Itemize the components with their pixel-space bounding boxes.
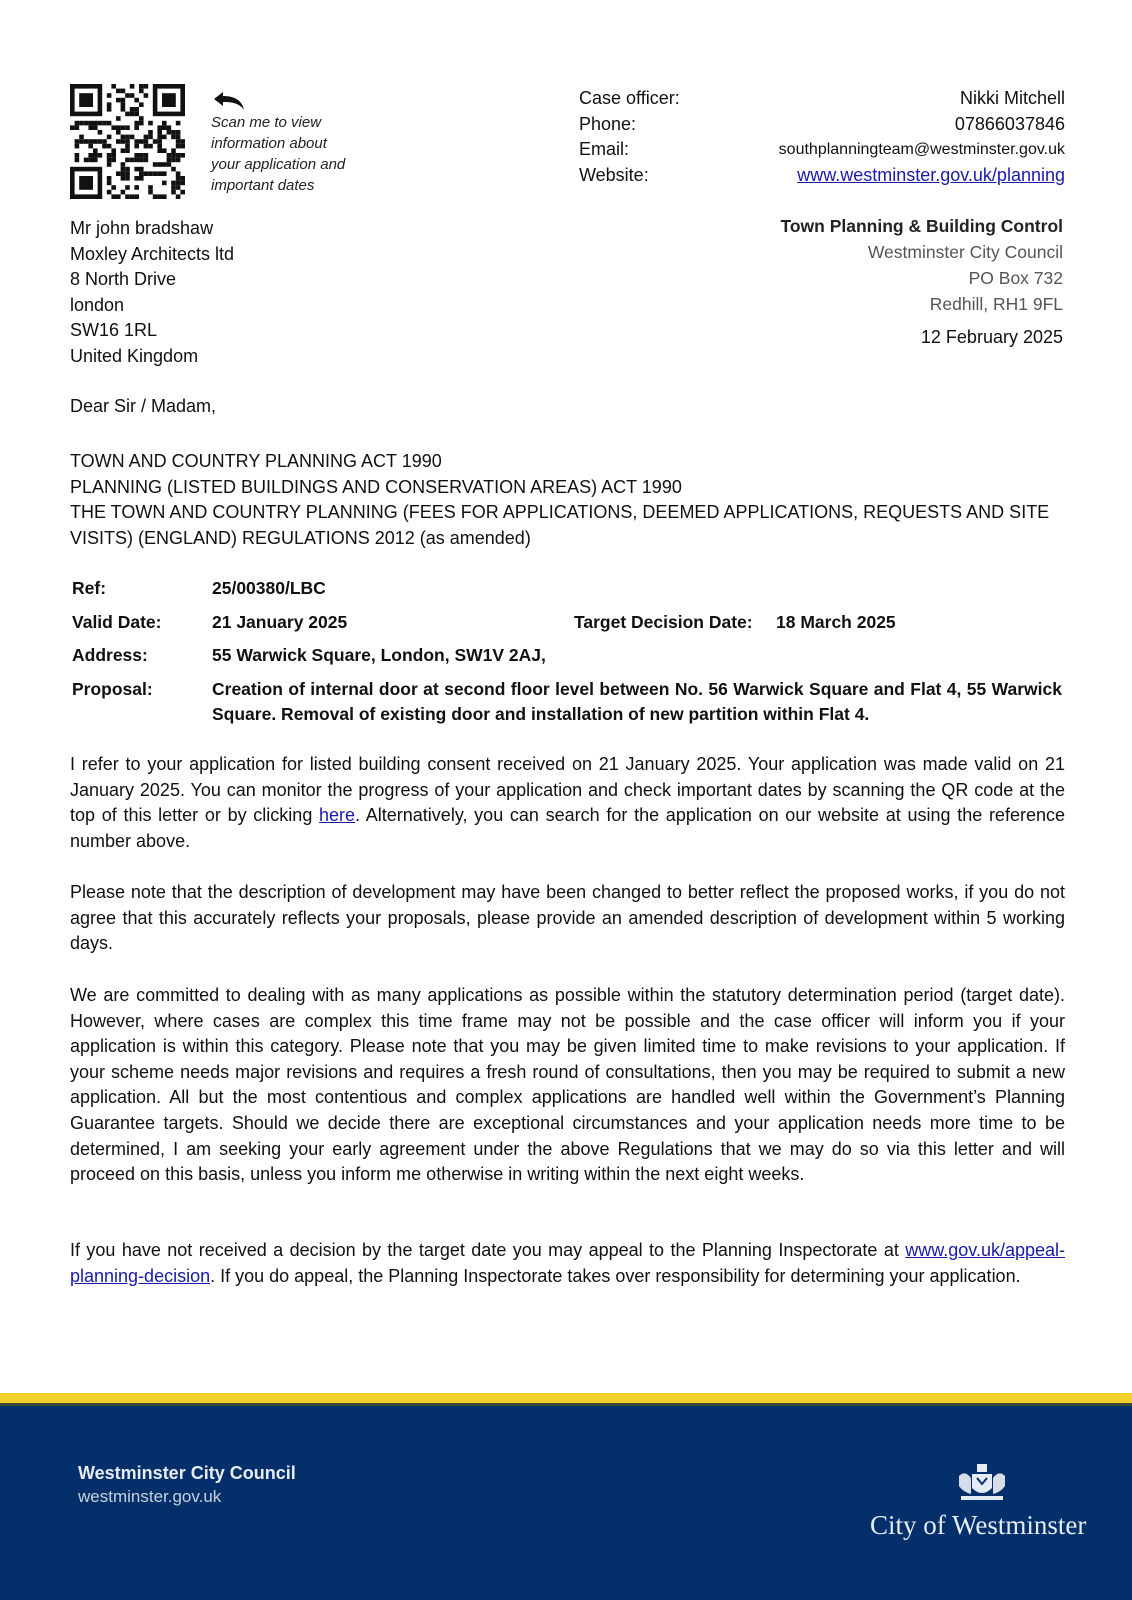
footer-council-url: westminster.gov.uk: [78, 1487, 222, 1506]
ref-label: Ref:: [72, 578, 107, 598]
recipient-country: United Kingdom: [70, 345, 199, 366]
address-label: Address:: [72, 645, 148, 665]
case-officer-value: Nikki Mitchell: [959, 88, 1065, 109]
here-link[interactable]: here: [319, 805, 356, 826]
footer-logo-text: City of Westminster: [870, 1510, 1087, 1540]
recipient-city: london: [70, 294, 125, 315]
qr-caption: [211, 112, 345, 196]
paragraph-appeal: [70, 1238, 1065, 1289]
paragraph-commitment: We are committed to dealing with as many applications as possible within the statutory determination period (target date). However, where cases are complex this time frame may not be possible and the case officer will inform you if your application is within this category. Please note that you may be given limited time to make revisions to your application. If your scheme needs major revisions and requires a fresh round of consultations, then you may be required to submit a new application. All but the most contentious and complex applications are handled well within the Government’s Planning Guarantee targets. Should we decide there are exceptional circumstances and your application needs more time to be determined, I am seeking your early agreement under the above Regulations that we may do so via this letter and will proceed on this basis, unless you inform me otherwise in writing within the next eight weeks.: [70, 985, 1065, 1185]
application-details: [72, 576, 1062, 736]
email-value: southplanningteam@westminster.gov.uk: [778, 140, 1065, 158]
qr-caption-line: important dates: [211, 177, 315, 194]
qr-code[interactable]: [70, 84, 185, 199]
proposal-row: [72, 677, 1062, 728]
website-label: Website:: [579, 164, 649, 185]
phone-value: 07866037846: [954, 113, 1065, 134]
valid-date-value: 21 January 2025: [212, 611, 348, 632]
address-value: 55 Warwick Square, London, SW1V 2AJ,: [212, 645, 546, 665]
email-label: Email:: [579, 139, 630, 160]
email-row: [579, 137, 1065, 163]
case-officer-row: [579, 86, 1065, 112]
phone-row: [579, 112, 1065, 138]
council-address: [780, 213, 1063, 317]
qr-caption-line: information about: [211, 135, 327, 152]
paragraph-text: . If you do appeal, the Planning Inspectorate takes over responsibility for determining your application.: [210, 1265, 1021, 1286]
salutation: Dear Sir / Madam,: [70, 396, 217, 416]
proposal-label: Proposal:: [72, 678, 153, 699]
recipient-street: 8 North Drive: [70, 269, 177, 289]
paragraph-text: I refer to your application for listed building consent received on 21 January 2025. Your application was made valid on 21 January 2025. You can monitor the progress of your application and check important dates by scanning the QR code at the top of this letter or by clicking: [70, 754, 1065, 826]
council-address-line: Westminster City Council: [867, 242, 1063, 262]
paragraph-monitor: [70, 752, 1065, 854]
address-row: [72, 643, 1062, 669]
recipient-name: Mr john bradshaw: [70, 218, 214, 238]
qr-caption-line: your application and: [211, 156, 346, 173]
proposal-value: Creation of internal door at second floor level between No. 56 Warwick Square and Flat 4, 55 Warwick Square. Removal of existing door and installation of new partition within Flat 4.: [212, 678, 1062, 724]
council-department: Town Planning & Building Control: [780, 216, 1063, 236]
acts-heading: [70, 449, 1070, 551]
website-row: [579, 163, 1065, 189]
target-date-value: 18 March 2025: [776, 611, 896, 632]
ref-row: [72, 576, 1062, 602]
footer-yellow-stripe: [0, 1393, 1132, 1403]
curved-arrow-icon: [212, 90, 246, 112]
phone-label: Phone:: [579, 113, 637, 134]
council-address-line: PO Box 732: [968, 268, 1063, 288]
appeal-link[interactable]: www.gov.uk/appeal-planning-decision: [70, 1240, 1065, 1286]
ref-value: 25/00380/LBC: [212, 578, 326, 598]
paragraph-description: Please note that the description of development may have been changed to better reflect the proposed works, if you do not agree that this accurately reflects your proposals, please provide an amended description of development within 5 working days.: [70, 882, 1065, 954]
website-link[interactable]: www.westminster.gov.uk/planning: [797, 164, 1065, 185]
recipient-company: Moxley Architects ltd: [70, 243, 235, 264]
valid-date-row: [72, 610, 1062, 636]
case-officer-label: Case officer:: [579, 88, 680, 109]
footer-council-name: Westminster City Council: [78, 1463, 296, 1483]
valid-date-label: Valid Date:: [72, 611, 162, 632]
coat-of-arms-icon: [955, 1462, 1009, 1504]
council-address-line: Redhill, RH1 9FL: [929, 294, 1063, 314]
act-line: THE TOWN AND COUNTRY PLANNING (FEES FOR APPLICATIONS, DEEMED APPLICATIONS, REQUESTS AND SITE VISITS) (ENGLAND) REGULATIONS 2012 (as amended): [70, 502, 1050, 548]
recipient-address: [70, 216, 234, 369]
paragraph-text: . Alternatively, you can search for the application on our website at using the reference number above.: [70, 805, 1065, 851]
recipient-postcode: SW16 1RL: [70, 320, 158, 340]
act-line: PLANNING (LISTED BUILDINGS AND CONSERVATION AREAS) ACT 1990: [70, 476, 682, 497]
target-date-label: Target Decision Date:: [574, 611, 753, 632]
letter-date: 12 February 2025: [920, 327, 1063, 347]
qr-caption-line: Scan me to view: [211, 114, 322, 131]
contact-block: [579, 86, 1065, 188]
paragraph-text: If you have not received a decision by the target date you may appeal to the Planning Inspectorate at: [70, 1240, 906, 1260]
act-line: TOWN AND COUNTRY PLANNING ACT 1990: [70, 451, 442, 471]
